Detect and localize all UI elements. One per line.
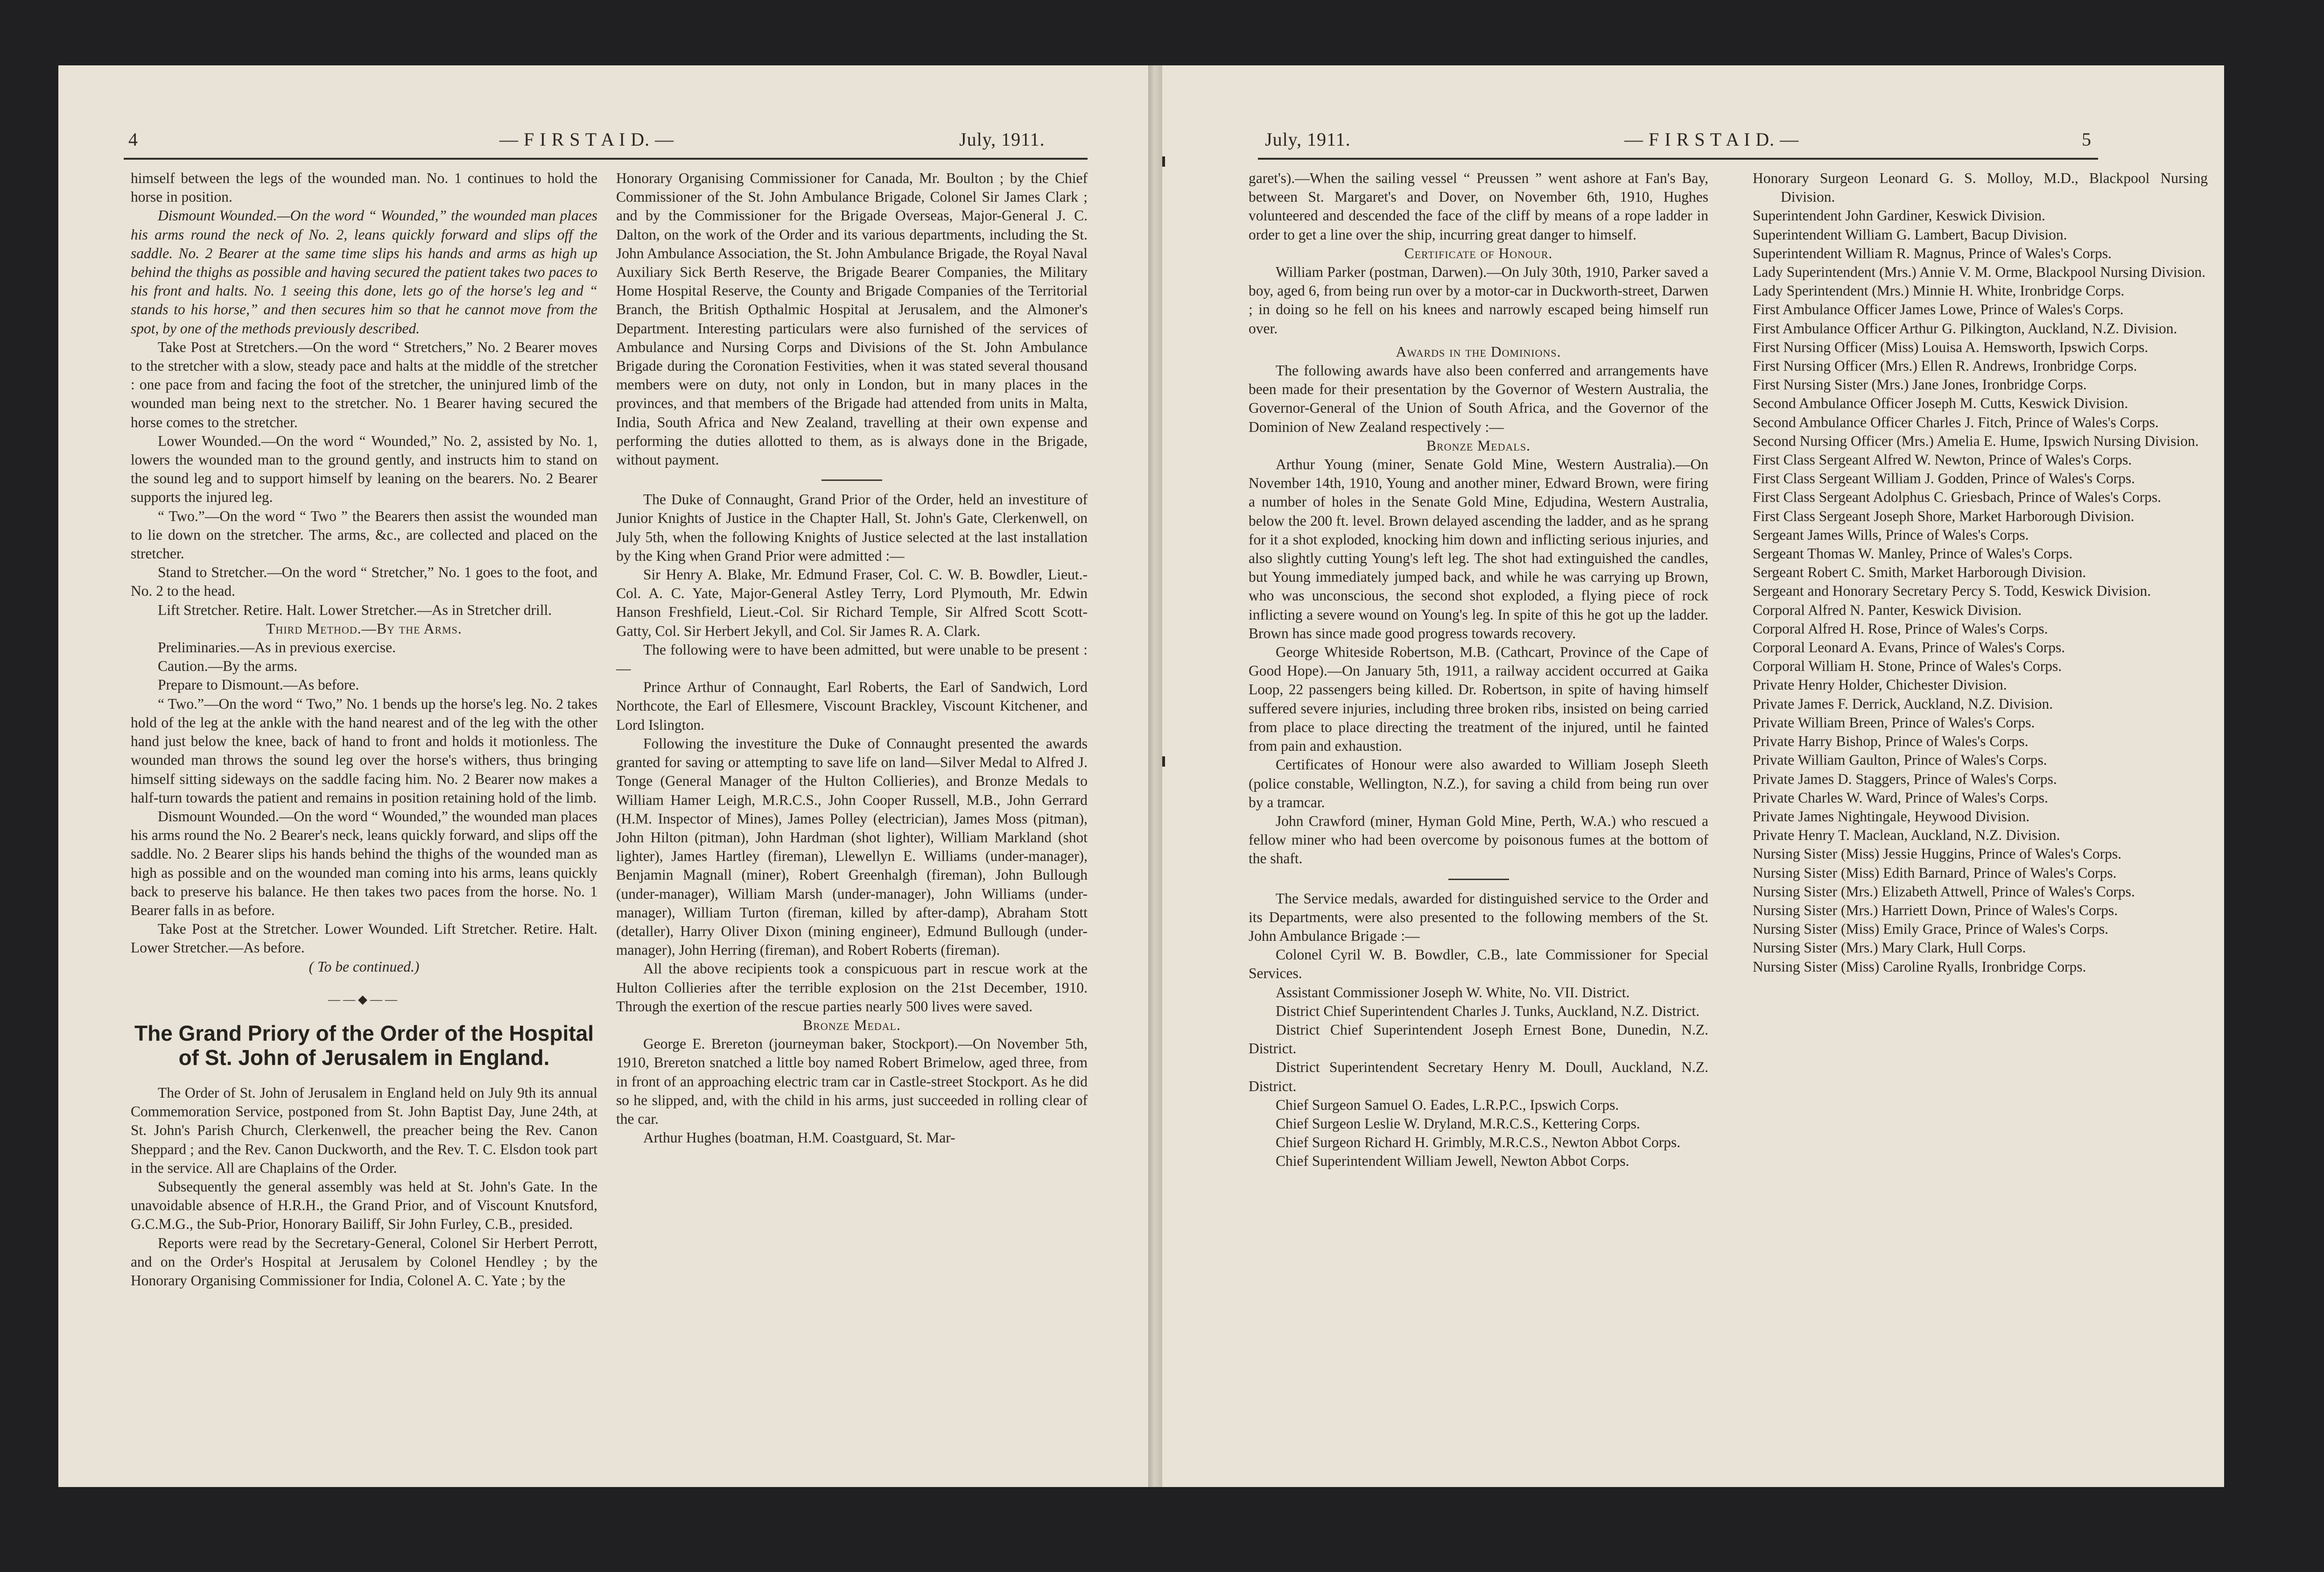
paragraph: Prince Arthur of Connaught, Earl Roberts, the Earl of Sandwich, Lord Northcote, the Earl of Ellesmere, Viscount Brackley, Viscount Kitchener, and Lord Islington.: [616, 679, 1088, 733]
paragraph: garet's).—When the sailing vessel “ Preussen ” went ashore at Fan's Bay, between St. Margaret's and Dover, on November 6th, 1910, Hughes volunteered and descended the face of the cliff by means of a rope ladder in order to get a line over the ship, incurring great danger to himself.: [1249, 170, 1708, 243]
masthead-title: — F I R S T A I D. —: [1624, 129, 1799, 150]
list-item: Chief Surgeon Leslie W. Dryland, M.R.C.S., Kettering Corps.: [1276, 1115, 1640, 1132]
paragraph: Reports were read by the Secretary-General, Colonel Sir Herbert Perrott, and on the Order's Hospital at Jerusalem by Colonel Hendley ; by the Honorary Organising Commissioner for India, Colonel A. C. Yate ; by the: [131, 1234, 597, 1289]
list-item: Superintendent William G. Lambert, Bacup Division.: [1753, 226, 2067, 243]
paragraph: William Parker (postman, Darwen).—On July 30th, 1910, Parker saved a boy, aged 6, from being run over by a motor-car in Duckworth-street, Darwen ; in doing so he fell on his knees and narrowly escaped being himself run over.: [1249, 264, 1708, 337]
list-item: Private James F. Derrick, Auckland, N.Z. Division.: [1753, 695, 2053, 712]
section-divider: [821, 479, 882, 481]
section-heading: Third Method.—By the Arms.: [266, 620, 462, 637]
list-item: Corporal Alfred N. Panter, Keswick Division.: [1753, 601, 2022, 618]
paragraph: Subsequently the general assembly was held at St. John's Gate. In the unavoidable absence of H.R.H., the Grand Prior, and of Viscount Knutsford, G.C.M.G., the Sub-Prior, Honorary Bailiff, Sir John Furley, C.B., presided.: [131, 1178, 597, 1233]
list-item: Private James D. Staggers, Prince of Wales's Corps.: [1753, 770, 2057, 787]
paragraph: The following were to have been admitted, but were unable to be present :—: [616, 641, 1088, 677]
issue-date: July, 1911.: [959, 129, 1045, 150]
binding-mark: [1162, 156, 1165, 167]
list-item: First Nursing Officer (Mrs.) Ellen R. Andrews, Ironbridge Corps.: [1753, 358, 2137, 374]
list-item: Private Harry Bishop, Prince of Wales's Corps.: [1753, 733, 2029, 750]
list-item: Nursing Sister (Miss) Jessie Huggins, Prince of Wales's Corps.: [1753, 846, 2122, 862]
list-item: Second Ambulance Officer Charles J. Fitch, Prince of Wales's Corps.: [1753, 414, 2159, 430]
list-item: Sergeant James Wills, Prince of Wales's Corps.: [1753, 526, 2029, 543]
section-heading: Awards in the Dominions.: [1396, 343, 1561, 360]
list-item: Superintendent John Gardiner, Keswick Division.: [1753, 207, 2045, 224]
list-item: First Ambulance Officer James Lowe, Prince of Wales's Corps.: [1753, 301, 2124, 318]
paragraph: Lift Stretcher. Retire. Halt. Lower Stretcher.—As in Stretcher drill.: [158, 601, 552, 618]
article-column-right-1: [1249, 169, 1708, 1476]
section-heading: Bronze Medal.: [803, 1016, 901, 1033]
list-item: Sergeant Robert C. Smith, Market Harborough Division.: [1753, 564, 2086, 581]
paragraph: Arthur Young (miner, Senate Gold Mine, Western Australia).—On November 14th, 1910, Young and another miner, Edward Brown, were firing a number of holes in the Senate Gold Mine, Edjudina, Western Australia, below the 200 ft. level. Brown delayed ascending the ladder, and as he sprang for it a shot exploded, knocking him down and inflicting serious injuries, and also slightly cutting Young's left leg. The shot had extinguished the candles, but Young immediately jumped back, and while he was carrying up Brown, who was unconscious, the second shot exploded, a flying piece of rock inflicting a severe wound on Young's leg. In spite of this he got up the ladder. Brown has since made good progress towards recovery.: [1249, 456, 1708, 641]
page-number: 5: [2082, 129, 2092, 150]
paragraph: Preliminaries.—As in previous exercise.: [158, 639, 396, 656]
list-item: District Superintendent Secretary Henry M. Doull, Auckland, N.Z. District.: [1249, 1059, 1708, 1094]
paragraph: All the above recipients took a conspicuous part in rescue work at the Hulton Collieries after the terrible explosion on the 21st December, 1910. Through the exertion of the rescue parties nearly 500 lives were saved.: [616, 960, 1088, 1015]
list-item: Nursing Sister (Miss) Emily Grace, Prince of Wales's Corps.: [1753, 921, 2108, 938]
list-item: Nursing Sister (Mrs.) Mary Clark, Hull Corps.: [1753, 939, 2026, 956]
paragraph: George Whiteside Robertson, M.B. (Cathcart, Province of the Cape of Good Hope).—On January 5th, 1911, a railway accident occurred at Gaika Loop, 22 passengers being killed. Dr. Robertson, in spite of having himself suffered severe injuries, including three broken ribs, insisted on being carried from place to place directing the treatment of the injured, until he fainted from pain and exhaustion.: [1249, 644, 1708, 754]
binding-mark: [1162, 756, 1165, 767]
list-item: Nursing Sister (Miss) Edith Barnard, Prince of Wales's Corps.: [1753, 864, 2117, 881]
article-headline: The Grand Priory of the Order of the Hospital of St. John of Jerusalem in England.: [134, 1021, 594, 1070]
list-item: Private Henry T. Maclean, Auckland, N.Z. Division.: [1753, 827, 2060, 844]
paragraph: Stand to Stretcher.—On the word “ Stretcher,” No. 1 goes to the foot, and No. 2 to the head.: [131, 564, 597, 599]
list-item: Corporal Alfred H. Rose, Prince of Wales's Corps.: [1753, 620, 2048, 637]
continued-note: ( To be continued.): [309, 958, 420, 975]
section-divider: [1448, 879, 1509, 880]
list-item: Chief Surgeon Richard H. Grimbly, M.R.C.S., Newton Abbot Corps.: [1276, 1134, 1681, 1151]
list-item: First Nursing Sister (Mrs.) Jane Jones, Ironbridge Corps.: [1753, 376, 2087, 393]
list-item: District Chief Superintendent Joseph Ernest Bone, Dunedin, N.Z. District.: [1249, 1021, 1708, 1057]
book-gutter: [1148, 65, 1162, 1487]
paragraph: Dismount Wounded.—On the word “ Wounded,” the wounded man places his arms round the No. 2 Bearer's neck, leans quickly forward, and slips off the saddle. No. 2 Bearer slips his hands behind the thighs of the wounded man as high as possible and on the wounded man coming into his arms, leans quickly back to preserve his balance. He then takes two paces from the horse. No. 1 Bearer falls in as before.: [131, 808, 597, 918]
list-item: Second Nursing Officer (Mrs.) Amelia E. Hume, Ipswich Nursing Division.: [1753, 432, 2199, 449]
paragraph: The following awards have also been conferred and arrangements have been made for their presentation by the Governor of Western Australia, the Governor-General of the Union of South Africa, and the Governor of the Dominion of New Zealand respectively :—: [1249, 362, 1708, 435]
list-item: Superintendent William R. Magnus, Prince of Wales's Corps.: [1753, 245, 2112, 261]
paragraph: The Service medals, awarded for distinguished service to the Order and its Departments, were also presented to the following members of the St. John Ambulance Brigade :—: [1249, 890, 1708, 944]
paragraph: Honorary Organising Commissioner for Canada, Mr. Boulton ; by the Chief Commissioner of the St. John Ambulance Brigade, Colonel Sir James Clark ; and by the Commissioner for the Brigade Overseas, Major-General J. C. Dalton, on the work of the Order and its various departments, including the St. John Ambulance Association, the St. John Ambulance Brigade, the Royal Naval Auxiliary Sick Berth Reserve, the Brigade Bearer Companies, the Military Home Hospital Reserve, the County and Brigade Companies of the Territorial Branch, the British Opthalmic Hospital at Jerusalem, and the Almoner's Department. Interesting particulars were also furnished of the services of Ambulance and Nursing Corps and Divisions of the St. John Ambulance Brigade during the Coronation Festivities, when it was stated several thousand members were on duty, not only in London, but in many places in the provinces, and that members of the Brigade had attended from units in Malta, India, South Africa and New Zealand, travelling at their own expense and performing the duties allotted to them, as is always done in the Brigade, without payment.: [616, 170, 1088, 468]
list-item: Honorary Surgeon Leonard G. S. Molloy, M.D., Blackpool Nursing Division.: [1753, 170, 2208, 205]
paragraph: John Crawford (miner, Hyman Gold Mine, Perth, W.A.) who rescued a fellow miner who had been overcome by poisonous fumes at the bottom of the shaft.: [1249, 812, 1708, 867]
ornament-divider: ——◆——: [328, 992, 400, 1006]
list-item: First Class Sergeant Joseph Shore, Market Harborough Division.: [1753, 508, 2134, 524]
right-page: [1162, 65, 2224, 1487]
list-item: First Class Sergeant Alfred W. Newton, Prince of Wales's Corps.: [1753, 451, 2132, 468]
header-rule: [1258, 158, 2098, 160]
paragraph: George E. Brereton (journeyman baker, Stockport).—On November 5th, 1910, Brereton snatched a little boy named Robert Brimelow, aged three, from in front of an approaching electric tram car in Castle-street Stockport. As he did so he slipped, and, with the child in his arms, just succeeded in rolling clear of the car.: [616, 1036, 1088, 1127]
list-item: First Ambulance Officer Arthur G. Pilkington, Auckland, N.Z. Division.: [1753, 320, 2177, 337]
list-item: Nursing Sister (Miss) Caroline Ryalls, Ironbridge Corps.: [1753, 958, 2086, 975]
list-item: Nursing Sister (Mrs.) Elizabeth Attwell, Prince of Wales's Corps.: [1753, 883, 2135, 900]
paragraph: The Duke of Connaught, Grand Prior of the Order, held an investiture of Junior Knights of Justice in the Chapter Hall, St. John's Gate, Clerkenwell, on July 5th, when the following Knights of Justice selected at the last installation by the King when Grand Prior were admitted :—: [616, 491, 1088, 564]
list-item: Assistant Commissioner Joseph W. White, No. VII. District.: [1276, 984, 1630, 1001]
masthead-title: — F I R S T A I D. —: [499, 129, 674, 150]
list-item: Chief Surgeon Samuel O. Eades, L.R.P.C., Ipswich Corps.: [1276, 1096, 1619, 1113]
paragraph: “ Two.”—On the word “ Two,” No. 1 bends up the horse's leg. No. 2 takes hold of the leg at the ankle with the hand nearest and of the leg with the other hand just below the knee, back of hand to front and holds it motionless. The wounded man throws the sound leg over the horse's withers, thus bringing himself sitting sideways on the saddle facing him. No. 2 Bearer now makes a half-turn towards the patient and remains in position retaining hold of the limb.: [131, 695, 597, 806]
paragraph: Lower Wounded.—On the word “ Wounded,” No. 2, assisted by No. 1, lowers the wounded man to the ground gently, and instructs him to stand on the sound leg and to support himself by leaning on the bearers. No. 2 Bearer supports the injured leg.: [131, 432, 597, 506]
list-item: First Class Sergeant William J. Godden, Prince of Wales's Corps.: [1753, 470, 2135, 487]
paragraph: Arthur Hughes (boatman, H.M. Coastguard, St. Mar-: [643, 1129, 955, 1146]
list-item: Private Henry Holder, Chichester Division.: [1753, 677, 2007, 693]
list-item: Corporal William H. Stone, Prince of Wales's Corps.: [1753, 658, 2062, 675]
page-number: 4: [128, 129, 138, 150]
list-item: Sergeant Thomas W. Manley, Prince of Wales's Corps.: [1753, 545, 2073, 562]
list-item: Private William Breen, Prince of Wales's Corps.: [1753, 714, 2035, 731]
paragraph: Following the investiture the Duke of Connaught presented the awards granted for saving or attempting to save life on land—Silver Medal to Alfred J. Tonge (General Manager of the Hulton Collieries), and Bronze Medals to William Hamer Leigh, M.R.C.S., John Cooper Russell, M.B., John Gerrard (H.M. Inspector of Mines), James Polley (electrician), James Moss (pitman), John Hilton (pitman), John Hardman (shot lighter), William Markland (shot lighter), James Hartley (fireman), Llewellyn E. Williams (under-manager), Benjamin Magnall (miner), Robert Greenhalgh (fireman), John Bullough (under-manager), William Marsh (under-manager), John Williams (under-manager), William Turton (fireman, killed by after-damp), Abraham Stott (detaller), Harry Oliver Dixon (mining engineer), Edmund Bullough (under-manager), John Herring (fireman), and Robert Roberts (fireman).: [616, 735, 1088, 959]
paragraph: Certificates of Honour were also awarded to William Joseph Sleeth (police constable, Wellington, N.Z.), for saving a child from being run over by a tramcar.: [1249, 756, 1708, 811]
list-item: Private James Nightingale, Heywood Division.: [1753, 808, 2030, 825]
paragraph: The Order of St. John of Jerusalem in England held on July 9th its annual Commemoration Service, postponed from St. John Baptist Day, June 24th, at St. John's Parish Church, Clerkenwell, the preacher being the Rev. Canon Sheppard ; and the Rev. Canon Duckworth, and the Rev. T. C. Elsdon took part in the service. All are Chaplains of the Order.: [131, 1084, 597, 1176]
paragraph: Caution.—By the arms.: [158, 658, 298, 675]
list-item: Chief Superintendent William Jewell, Newton Abbot Corps.: [1276, 1153, 1629, 1170]
list-item: Private Charles W. Ward, Prince of Wales's Corps.: [1753, 789, 2048, 806]
paragraph: Take Post at the Stretcher. Lower Wounded. Lift Stretcher. Retire. Halt. Lower Stretcher.—As before.: [131, 921, 597, 956]
list-item: Colonel Cyril W. B. Bowdler, C.B., late Commissioner for Special Services.: [1249, 946, 1708, 982]
list-item: Sergeant and Honorary Secretary Percy S. Todd, Keswick Division.: [1753, 583, 2151, 599]
list-item: Private William Gaulton, Prince of Wales's Corps.: [1753, 752, 2047, 768]
list-item: Corporal Leonard A. Evans, Prince of Wales's Corps.: [1753, 639, 2065, 656]
paragraph: Take Post at Stretchers.—On the word “ Stretchers,” No. 2 Bearer moves to the stretcher with a slow, steady pace and halts at the middle of the stretcher : one pace from and facing the foot of the stretcher, the uninjured limb of the wounded man being next to the stretcher. No. 1 Bearer having secured the horse comes to the stretcher.: [131, 338, 597, 430]
list-item: First Nursing Officer (Miss) Louisa A. Hemsworth, Ipswich Corps.: [1753, 338, 2148, 355]
article-column-left-2: [616, 169, 1088, 1476]
list-item: District Chief Superintendent Charles J. Tunks, Auckland, N.Z. District.: [1276, 1002, 1700, 1019]
section-heading: Bronze Medals.: [1426, 437, 1531, 454]
list-item: Nursing Sister (Mrs.) Harriett Down, Prince of Wales's Corps.: [1753, 902, 2118, 918]
article-column-right-2: [1753, 169, 2208, 1476]
paragraph: Sir Henry A. Blake, Mr. Edmund Fraser, Col. C. W. B. Bowdler, Lieut.-Col. A. C. Yate, Major-General Astley Terry, Lord Plymouth, Mr. Edwin Hanson Freshfield, Lieut.-Col. Sir Richard Temple, Sir Alfred Scott Scott-Gatty, Col. Sir Herbert Jekyll, and Col. Sir James R. A. Clark.: [616, 566, 1088, 639]
list-item: Lady Superintendent (Mrs.) Annie V. M. Orme, Blackpool Nursing Division.: [1753, 264, 2205, 281]
left-page: [58, 65, 1148, 1487]
section-heading: Certificate of Honour.: [1404, 245, 1553, 261]
article-column-left-1: [131, 169, 597, 1476]
paragraph: Prepare to Dismount.—As before.: [158, 677, 359, 693]
paragraph: himself between the legs of the wounded man. No. 1 continues to hold the horse in position.: [131, 170, 597, 205]
header-rule: [124, 158, 1088, 160]
list-item: Second Ambulance Officer Joseph M. Cutts, Keswick Division.: [1753, 395, 2128, 412]
paragraph: Dismount Wounded.—On the word “ Wounded,” the wounded man places his arms round the neck of No. 2, leans quickly forward and slips off the saddle. No. 2 Bearer at the same time slips his hands and arms as high up behind the thighs as possible and having secured the patient takes two paces to his front and halts. No. 1 seeing this done, lets go of the horse's leg and “ stands to his horse,” and then secures him so that he cannot move from the spot, by one of the methods previously described.: [131, 207, 597, 337]
issue-date: July, 1911.: [1265, 129, 1351, 150]
paragraph: “ Two.”—On the word “ Two ” the Bearers then assist the wounded man to lie down on the stretcher. The arms, &c., are collected and placed on the stretcher.: [131, 508, 597, 562]
list-item: Lady Sperintendent (Mrs.) Minnie H. White, Ironbridge Corps.: [1753, 282, 2125, 299]
list-item: First Class Sergeant Adolphus C. Griesbach, Prince of Wales's Corps.: [1753, 489, 2162, 506]
